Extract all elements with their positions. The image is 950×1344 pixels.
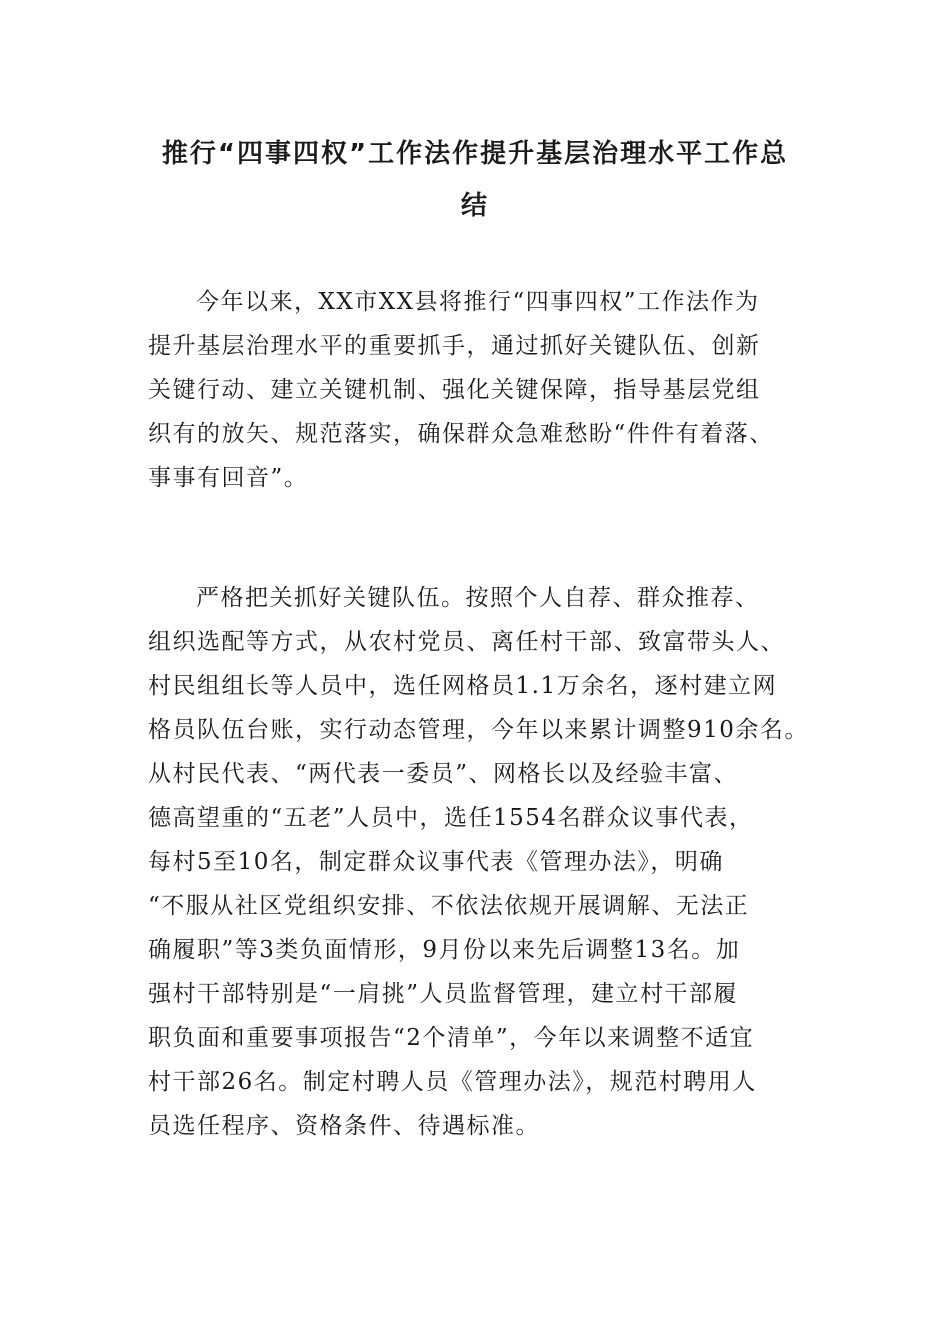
- paragraph-line: 格员队伍台账，实行动态管理，今年以来累计调整910余名。: [148, 717, 809, 743]
- paragraph-line: 德高望重的“五老”人员中，选任1554名群众议事代表，: [148, 805, 754, 831]
- paragraph-line: 职负面和重要事项报告“2个清单”，今年以来调整不适宜: [148, 1025, 755, 1051]
- paragraph-intro: [148, 280, 848, 500]
- paragraph-line: 提升基层治理水平的重要抓手，通过抓好关键队伍、创新: [148, 333, 761, 359]
- paragraph-line: 严格把关抓好关键队伍。按照个人自荐、群众推荐、: [196, 585, 760, 611]
- paragraph-line: 员选任程序、资格条件、待遇标准。: [148, 1113, 540, 1139]
- paragraph-line: 组织选配等方式，从农村党员、离任村干部、致富带头人、: [148, 629, 785, 655]
- paragraph-line: 确履职”等3类负面情形，9月份以来先后调整13名。加: [148, 937, 741, 963]
- paragraph-line: “不服从社区党组织安排、不依法依规开展调解、无法正: [148, 893, 750, 919]
- paragraph-team-building: [148, 576, 848, 1148]
- paragraph-line: 织有的放矢、规范落实，确保群众急难愁盼“件件有着落、: [148, 421, 774, 447]
- paragraph-line: 强村干部特别是“一肩挑”人员监督管理，建立村干部履: [148, 981, 739, 1007]
- paragraph-line: 村干部26名。制定村聘人员《管理办法》，规范村聘用人: [148, 1069, 757, 1095]
- paragraph-line: 从村民代表、“两代表一委员”、网格长以及经验丰富、: [148, 761, 739, 787]
- title-line: 结: [460, 191, 489, 221]
- paragraph-line: 事事有回音”。: [148, 465, 309, 491]
- title-line: 推行“四事四权”工作法作提升基层治理水平工作总: [161, 139, 789, 169]
- paragraph-line: 关键行动、建立关键机制、强化关键保障，指导基层党组: [148, 377, 761, 403]
- paragraph-line: 村民组组长等人员中，选任网格员1.1万余名，逐村建立网: [148, 673, 778, 699]
- paragraph-line: 每村5至10名，制定群众议事代表《管理办法》，明确: [148, 849, 724, 875]
- paragraph-line: 今年以来，XX市XX县将推行“四事四权”工作法作为: [196, 289, 760, 315]
- document-title: [0, 128, 950, 232]
